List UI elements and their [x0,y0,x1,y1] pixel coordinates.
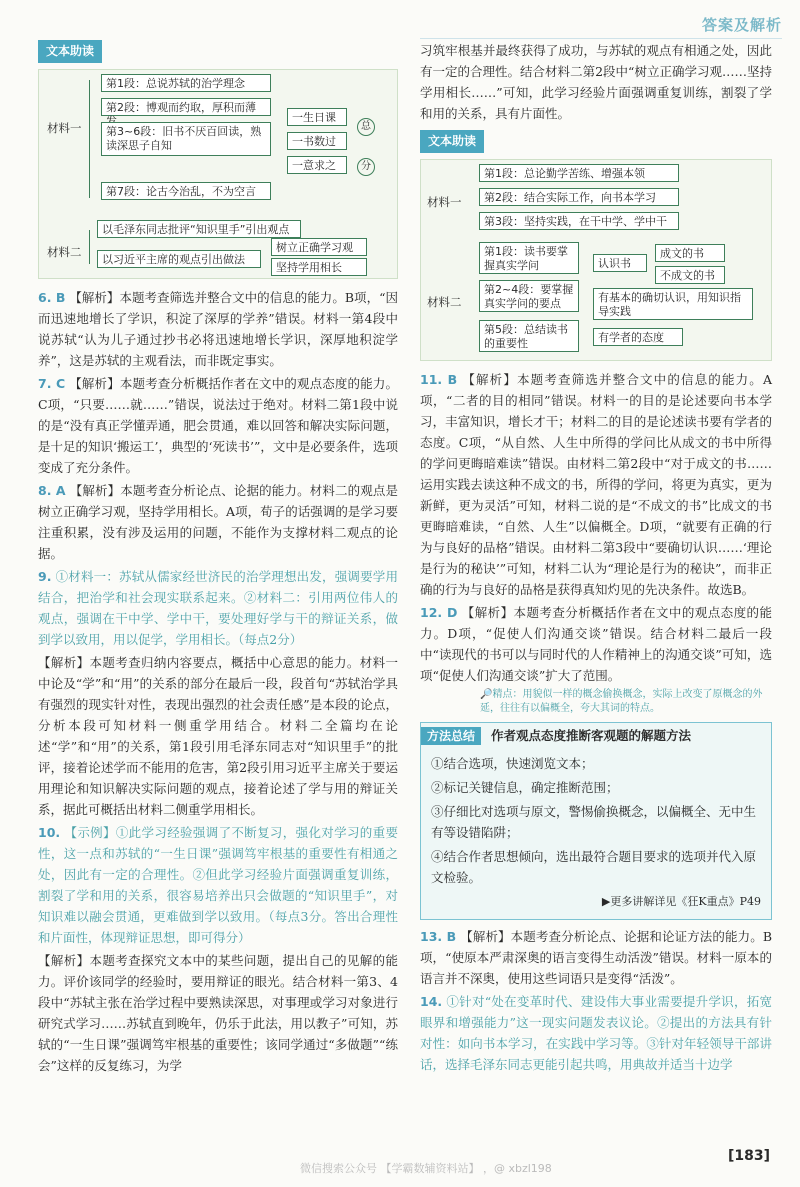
q9-analysis: 【解析】本题考查归纳内容要点，概括中心意思的能力。材料一中论及“学”和“用”的关系的部分在最后一段，段首句“苏轼治学具有强烈的现实针对性，表现出强烈的社会责任感”是本段的论点，分析本段可知材料一侧重学用结合。材料二全篇均在论述“学”和“用”的关系，第1段引用毛泽东同志对“知识里手”的批评，接着论述学而不能用的危害，第2段引用习近平主席关于要运用理论和知识解决实际问题的观点，接着论述了学与用的辩证关系，据此可概括出材料二侧重学用相长。 [38,655,398,817]
header-divider [420,38,782,39]
q8-number: 8. A [38,483,66,498]
tip-note: 🔎精点：用貌似一样的概念偷换概念，实际上改变了原概念的外延，往往有以偏概全，夸大其词的特点。 [480,689,763,714]
right-map-tag: 文本助读 [420,130,484,153]
left-map-c1: 以毛泽东同志批评“知识里手”引出观点 [97,220,301,238]
q12-text: 【解析】本题考查分析概括作者在文中的观点态度的能力。D项，“促使人们沟通交谈”错误。结合材料二最后一段中“读现代的书可以与同时代的人作精神上的沟通交谈”可知，选项“促使人们沟通交谈”扩大了范围。 [420,605,772,683]
q12 [420,602,772,686]
q7-number: 7. C [38,376,66,391]
left-mind-map [38,69,398,279]
right-map-a2: 第2段：结合实际工作，向书本学习 [479,188,679,206]
right-column [420,40,772,1077]
right-map-a3: 第3段：坚持实践，在干中学、学中干 [479,212,679,230]
q6-number: 6. B [38,290,66,305]
q13-text: 【解析】本题考查分析论点、论据和论证方法的能力。B项，“使原本严肃深奥的语言变得生动活泼”错误。材料一原本的语言并不深奥，使用这些词语只是变得“活泼”。 [420,929,773,986]
method-summary-tag: 方法总结 [421,727,481,745]
q14-text: ①针对“处在变革时代、建设伟大事业需要提升学识，拓宽眼界和增强能力”这一现实问题发表议论。②提出的方法具有针对性：如向书本学习，在实践中学习等。③针对年轻领导干部讲话，选择毛泽东同志更能引起共鸣，用典故并适当十边学 [420,994,772,1072]
left-column [38,40,398,1078]
q9-number: 9. [38,569,52,584]
left-map-p7: 第7段：论古今治乱，不为空言 [101,182,271,200]
right-map-m2: 材料二 [427,295,462,309]
method-summary-title: 作者观点态度推断客观题的解题方法 [491,728,692,743]
q9-answer-text: ①材料一：苏轼从儒家经世济民的治学理想出发，强调要学用结合，把治学和社会现实联系起来。②材料二：引用两位伟人的观点，强调在干中学、学中干，要处理好学与干的辩证关系，做到学以致用，用以促学，学用相长。（每点2分） [38,569,398,647]
left-map-p3: 第3~6段：旧书不厌百回读，熟读深思子自知 [101,122,271,156]
method-step-1: ①结合选项，快速浏览文本； [431,756,594,771]
method-more-link[interactable]: ▶更多讲解详见《狂K重点》P49 [601,895,761,908]
q7-text: 【解析】本题考查分析概括作者在文中的观点态度的能力。C项，“只要……就……”错误，说法过于绝对。材料二第1段中说的是“没有真正学懂弄通，肥会贯通，难以回答和解决实际问题，是十足的知识‘搬运工’，典型的‘死读书’”，文中是必要条件，选项变成了充分条件。 [38,376,398,475]
q8 [38,480,398,564]
right-map-c3: 不成文的书 [655,266,725,284]
right-map-c2: 成文的书 [655,244,725,262]
right-map-b1: 第1段：读书要掌握真实学问 [479,242,579,274]
q6 [38,287,398,371]
right-map-c5: 有学者的态度 [593,328,683,346]
left-map-m1: 材料一 [47,121,82,135]
header-title: 答案及解析 [701,16,782,34]
q10-answer [38,822,398,948]
q14-number: 14. [420,994,443,1009]
method-step-4: ④结合作者思想倾向，选出最符合题目要求的选项并代入原文检验。 [431,849,757,885]
q10-answer-text: 【示例】①此学习经验强调了不断复习，强化对学习的重要性，这一点和苏轼的“一生日课”强调笃牢根基的重要性有相通之处，因此有一定的合理性。②但此学习经验片面强调重复训练，割裂了学和用的关系，很容易培养出只会做题的“知识里手”，对知识难以融会贯通，更难做到学以致用。（每点3分。答出合理性和片面性，体现辩证思想，即可得分） [38,825,398,945]
q6-text: 【解析】本题考查筛选并整合文中的信息的能力。B项，“因而迅速地增长了学识，积淀了深厚的学养”错误。材料一第4段中说苏轼“认为儿子通过抄书必将迅速地增长学识，深厚地积淀学养”，这是苏轼的主观看法，而非既定事实。 [38,290,399,368]
left-map-m2: 材料二 [47,245,82,259]
q10-number: 10. [38,825,61,840]
page-number: [183] [727,1148,770,1164]
left-map-b2: 一书数过 [287,132,347,150]
left-map-b3: 一意求之 [287,156,347,174]
q13 [420,926,772,989]
q8-text: 【解析】本题考查分析论点、论据的能力。材料二的观点是树立正确学习观，坚持学用相长。A项，荀子的话强调的是学习要注重积累，没有涉及运用的问题，不能作为支撑材料二观点的论据。 [38,483,398,561]
method-summary-box [420,722,772,920]
q12-number: 12. D [420,605,458,620]
left-map-c2: 以习近平主席的观点引出做法 [97,250,261,268]
left-map-tag: 文本助读 [38,40,102,63]
left-map-p1: 第1段：总说苏轼的治学理念 [101,74,271,92]
q11-number: 11. B [420,372,458,387]
footer-watermark: 微信搜索公众号 【学霸数辅资料站】 ，@ xbzl198 [300,1162,552,1175]
connector [89,80,90,198]
q11-text: 【解析】本题考查筛选并整合文中的信息的能力。A项，“二者的目的相同”错误。材料一的目的是论述要向书本学习，丰富知识，增长才干；材料二的目的是论述读书要有学者的态度。C项，“从自然、人生中所得的学问比从成文的书中所得的学问更晦暗难读”错误。由材料二第2段中“对于成文的书……运用实践去读这种不成文的书，所得的学问，将更为真实，更为新鲜，更为灵活”可知，材料二说的是“不成文的书”比成文的书更晦暗难读，“自然、人生”以偏概全。D项，“就要有正确的行为与良好的品格”错误。由材料二第3段中“要确切认识……‘理论是行为的秘诀’”可知，材料二认为“理论是行为的秘诀”，而非正确的行为与良好的品格是获得真知灼见的先决条件。故选B。 [420,372,772,597]
left-map-p2: 第2段：博观而约取，厚积而薄 [101,98,271,116]
connector [89,230,90,264]
left-map-d1: 树立正确学习观 [271,238,367,256]
q11 [420,369,772,600]
right-map-m1: 材料一 [427,195,462,209]
q7 [38,373,398,478]
q10-analysis: 【解析】本题考查探究文本中的某些问题，提出自己的见解的能力。评价该同学的经验时，要用辩证的眼光。结合材料一第3、4段中“苏轼主张在治学过程中要熟读深思，对事理或学习对象进行研究式学习……苏轼直到晚年，仍乐于此法，用以教子”可知，苏轼的“一生日课”强调笃牢根基的重要性；该同学通过“多做题”“练会”这样的反复练习，为学 [38,953,398,1073]
right-map-b3: 第5段：总结读书的重要性 [479,320,579,352]
right-map-c1: 认识书 [593,254,647,272]
method-summary-header [421,723,771,749]
left-map-f: 分 [357,158,375,176]
right-map-c4: 有基本的确切认识，用知识指导实践 [593,288,753,320]
right-continued: 习筑牢根基并最终获得了成功，与苏轼的观点有相通之处，因此有一定的合理性。结合材料二第2段中“树立正确学习观……坚持学用相长……”可知，此学习经验片面强调重复训练，割裂了学和用的关系，具有片面性。 [420,43,772,121]
right-map-b2: 第2~4段：要掌握真实学问的要点 [479,280,579,312]
q9-answer [38,566,398,650]
page-number-value: 183 [734,1148,764,1164]
method-step-3: ③仔细比对选项与原文，警惕偷换概念，以偏概全、无中生有等设错陷阱； [431,804,757,840]
q13-number: 13. B [420,929,457,944]
method-step-2: ②标记关键信息，确定推断范围； [431,780,619,795]
left-map-d2: 坚持学用相长 [271,258,367,276]
left-map-b1: 一生日课 [287,108,347,126]
right-mind-map [420,159,772,361]
method-summary-body [421,749,771,919]
q14 [420,991,772,1075]
left-map-z: 总 [357,118,375,136]
right-map-a1: 第1段：总论勤学苦练、增强本领 [479,164,679,182]
